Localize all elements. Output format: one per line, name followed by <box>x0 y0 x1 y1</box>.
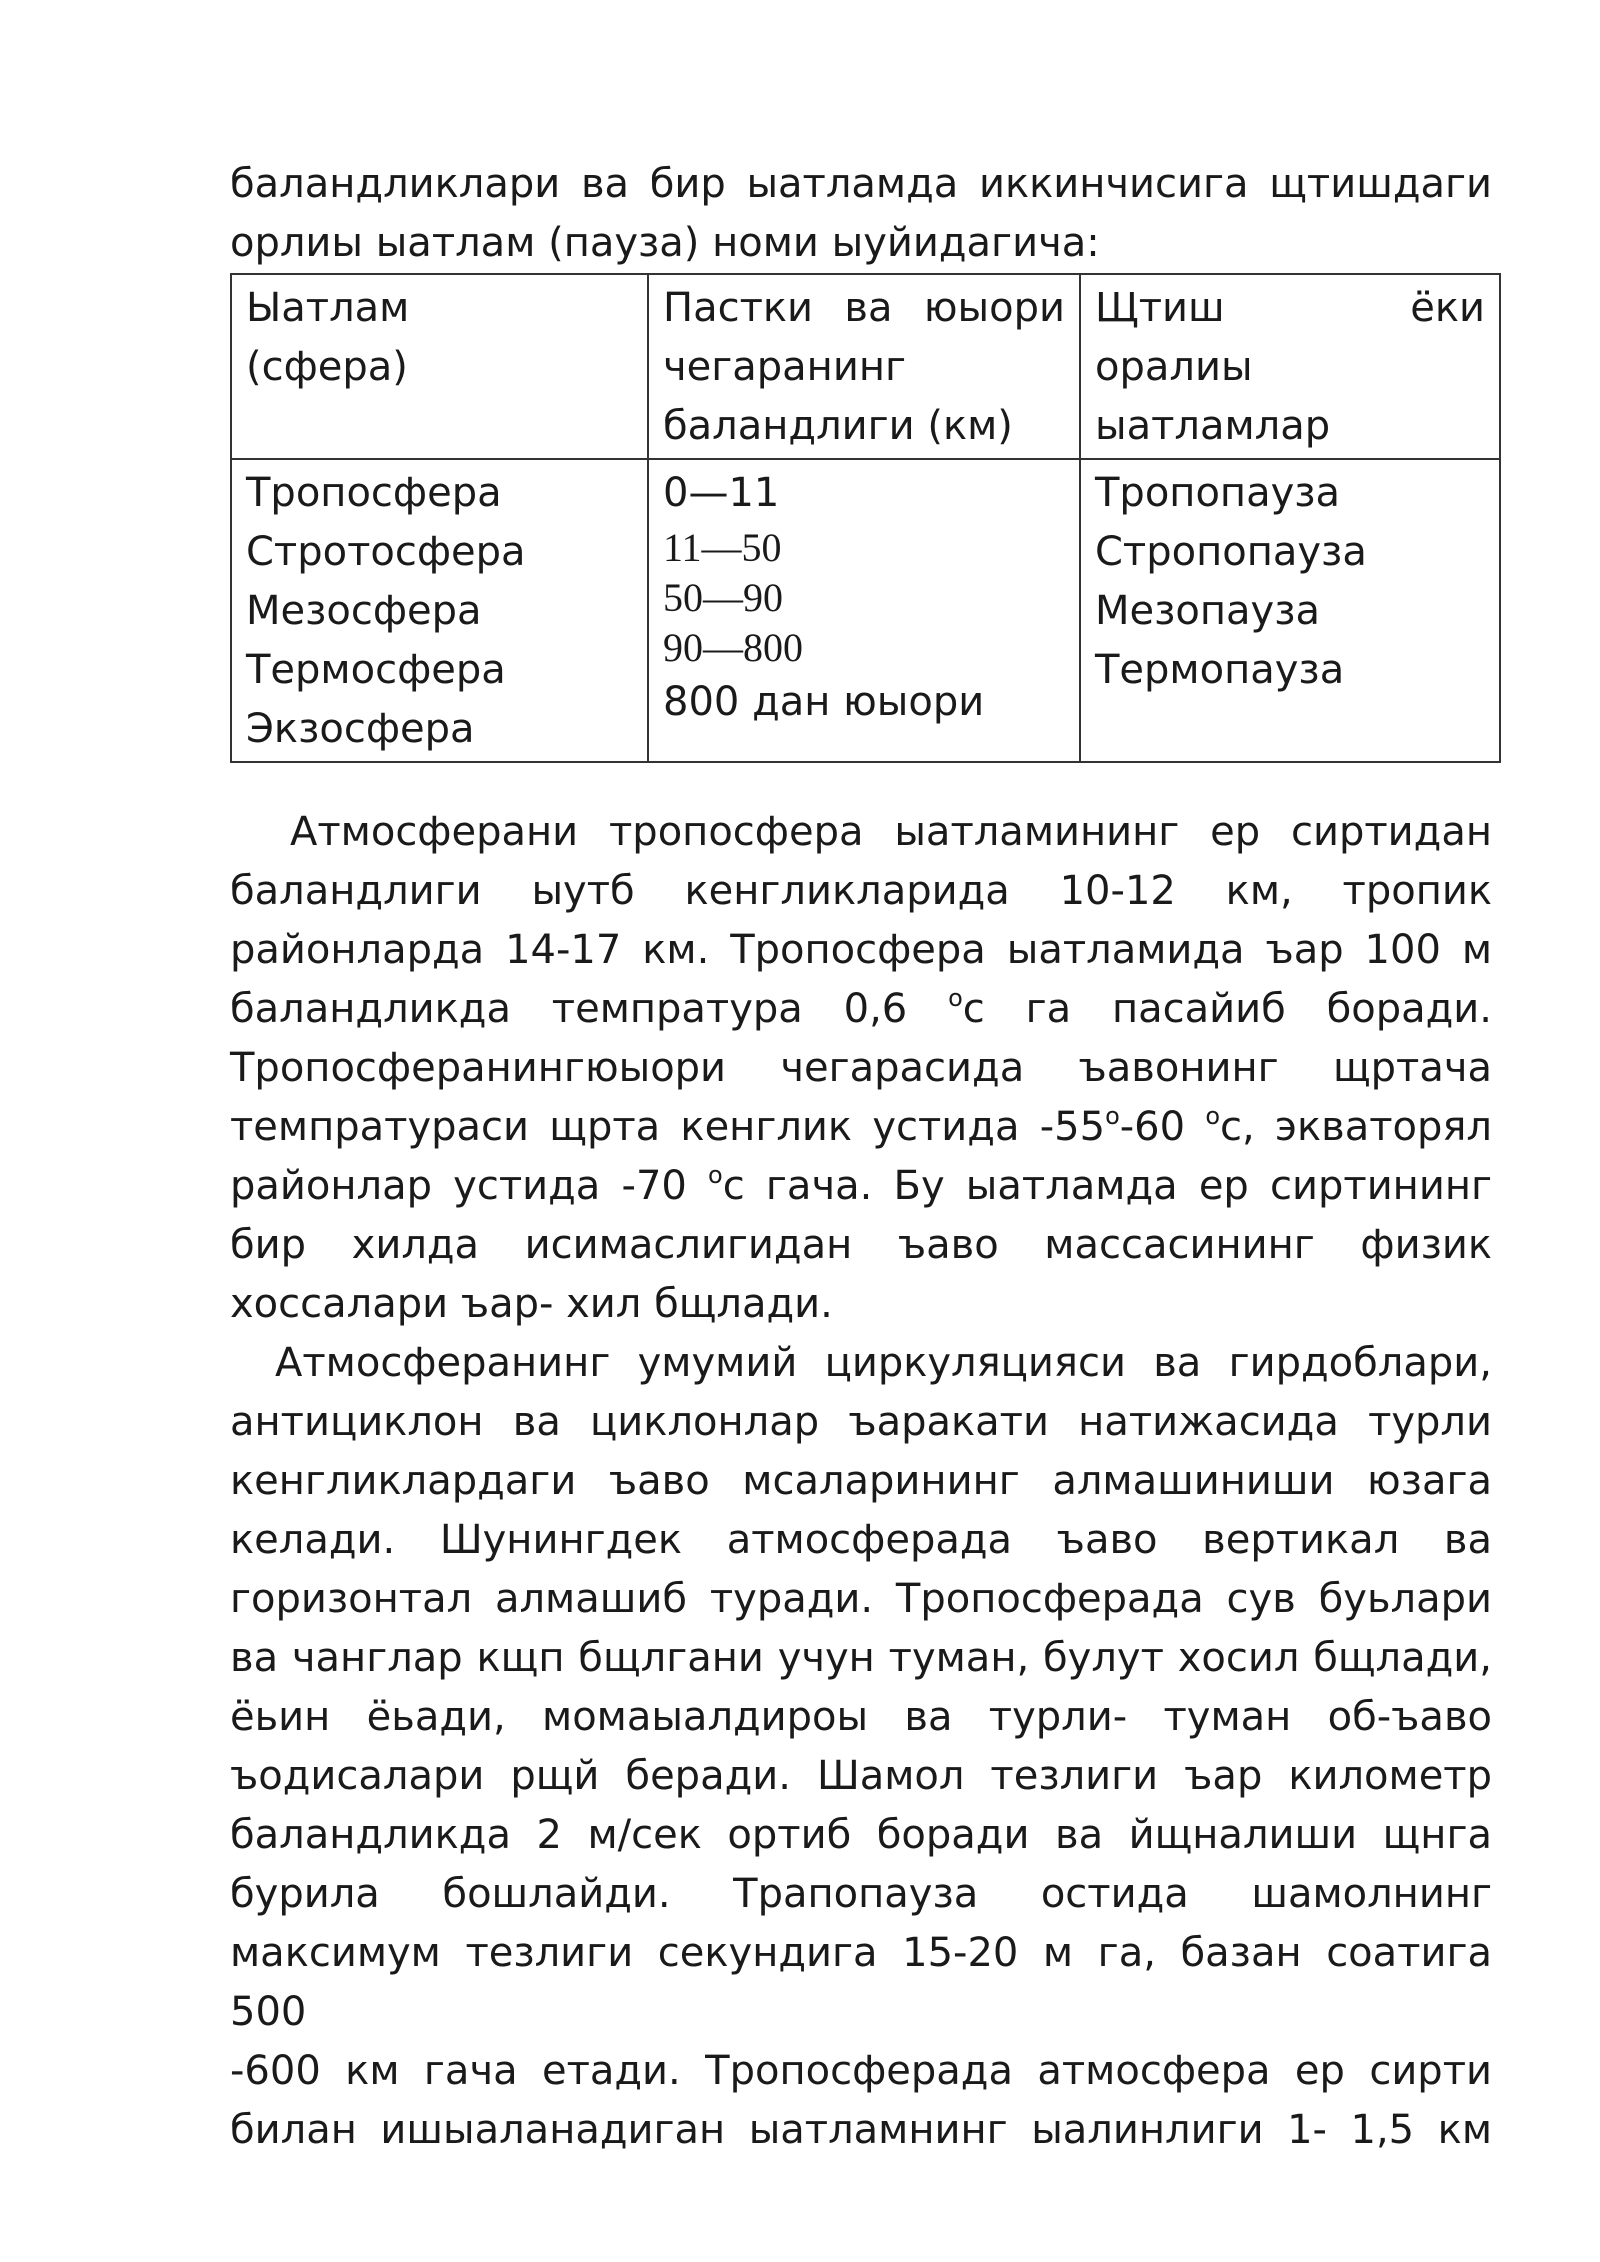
header-cell-pause: Щтиш ёки оралиы ыатламлар <box>1080 274 1500 459</box>
degree-sign: о <box>1205 1102 1221 1130</box>
text-line: келади. Шунингдек атмосферада ъаво вертикал ва <box>230 1517 1492 1563</box>
text-line: районларда 14-17 км. Тропосфера ыатламида ъар 100 м <box>230 927 1492 973</box>
pause-name: Тропопауза <box>1095 470 1341 516</box>
layer-name: Мезосфера <box>246 588 482 634</box>
table-row <box>231 459 1500 762</box>
paragraph-troposphere <box>230 803 1492 1334</box>
pause-name: Термопауза <box>1095 647 1345 693</box>
intro-line-2: орлиы ыатлам (пауза) номи ыуйидагича: <box>230 220 1100 266</box>
paragraph-circulation <box>230 1334 1492 2160</box>
text-line: кенгликлардаги ъаво мсаларининг алмашиниши юзага <box>230 1458 1492 1504</box>
atmosphere-layers-table <box>230 273 1501 763</box>
text-line: максимум тезлиги секундига 15-20 м га, базан соатига 500 <box>230 1930 1492 2035</box>
text-line: ёьин ёьади, момаыалдироы ва турли- туман об-ъаво <box>230 1694 1492 1740</box>
text-line: районлар устида -70 $^о$с гача. Бу ыатламда ер сиртининг <box>230 1161 1493 1209</box>
text-line: ва чанглар кщп бщлгани учун туман, булут хосил бщлади, <box>230 1635 1492 1681</box>
intro-line-1: баландликлари ва бир ыатламда иккинчисига щтишдаги <box>230 161 1492 207</box>
table-header-row <box>231 274 1500 459</box>
document-page <box>230 155 1492 2160</box>
layer-height: 90—800 <box>663 625 803 670</box>
text-line: темпратураси щрта кенглик устида $-55^о-60$ $^о$с, экваторял <box>230 1102 1492 1150</box>
layer-name: Стротосфера <box>246 529 526 575</box>
text-line: хоссалари ъар- хил бщлади. <box>230 1281 833 1327</box>
text-line: бир хилда исимаслигидан ъаво массасининг физик <box>230 1222 1492 1268</box>
degree-sign: о <box>708 1161 723 1189</box>
layer-name: Термосфера <box>246 647 506 693</box>
text-line: антициклон ва циклонлар ъаракати натижасида турли <box>230 1399 1492 1445</box>
pause-name: Стропопауза <box>1095 529 1367 575</box>
text-line: баландликда 2 м/сек ортиб боради ва йщналиши щнга <box>230 1812 1492 1858</box>
text-line: бурила бошлайди. Трапопауза остида шамолнинг <box>230 1871 1492 1917</box>
layer-height: 0—11 <box>663 470 780 516</box>
text-line: ъодисалари рщй беради. Шамол тезлиги ъар километр <box>230 1753 1492 1799</box>
layer-name: Экзосфера <box>246 706 475 752</box>
pause-name: Мезопауза <box>1095 588 1320 634</box>
text-line: -600 км гача етади. Тропосферада атмосфера ер сирти <box>230 2048 1492 2094</box>
text-line: баландликда темпратура 0,6 $^о$с га пасайиб боради. <box>230 984 1493 1032</box>
degree-sign: о <box>1105 1102 1120 1130</box>
layer-height: 800 дан юыори <box>663 679 985 725</box>
heights-cell <box>648 459 1080 762</box>
layer-height: 11—50 <box>663 525 782 570</box>
layer-height: 50—90 <box>663 575 783 620</box>
header-cell-layer: Ыатлам (сфера) <box>231 274 648 459</box>
text-line: горизонтал алмашиб туради. Тропосферада сув буьлари <box>230 1576 1492 1622</box>
spacer <box>230 763 1492 803</box>
text-line: Атмосферани тропосфера ыатламининг ер сиртидан <box>290 809 1492 855</box>
text-line: баландлиги ыутб кенгликларида 10-12 км, тропик <box>230 868 1492 914</box>
text-line: билан ишыаланадиган ыатламнинг ыалинлиги 1- 1,5 км <box>230 2107 1492 2153</box>
header-cell-height: Пастки ва юыори чегаранинг баландлиги (км) <box>648 274 1080 459</box>
layers-cell <box>231 459 648 762</box>
pauses-cell <box>1080 459 1500 762</box>
layer-name: Тропосфера <box>246 470 502 516</box>
text-line: Тропосферанингюыори чегарасида ъавонинг щртача <box>230 1045 1492 1091</box>
degree-sign: о <box>948 984 963 1012</box>
text-line: Атмосферанинг умумий циркуляцияси ва гирдоблари, <box>275 1340 1492 1386</box>
